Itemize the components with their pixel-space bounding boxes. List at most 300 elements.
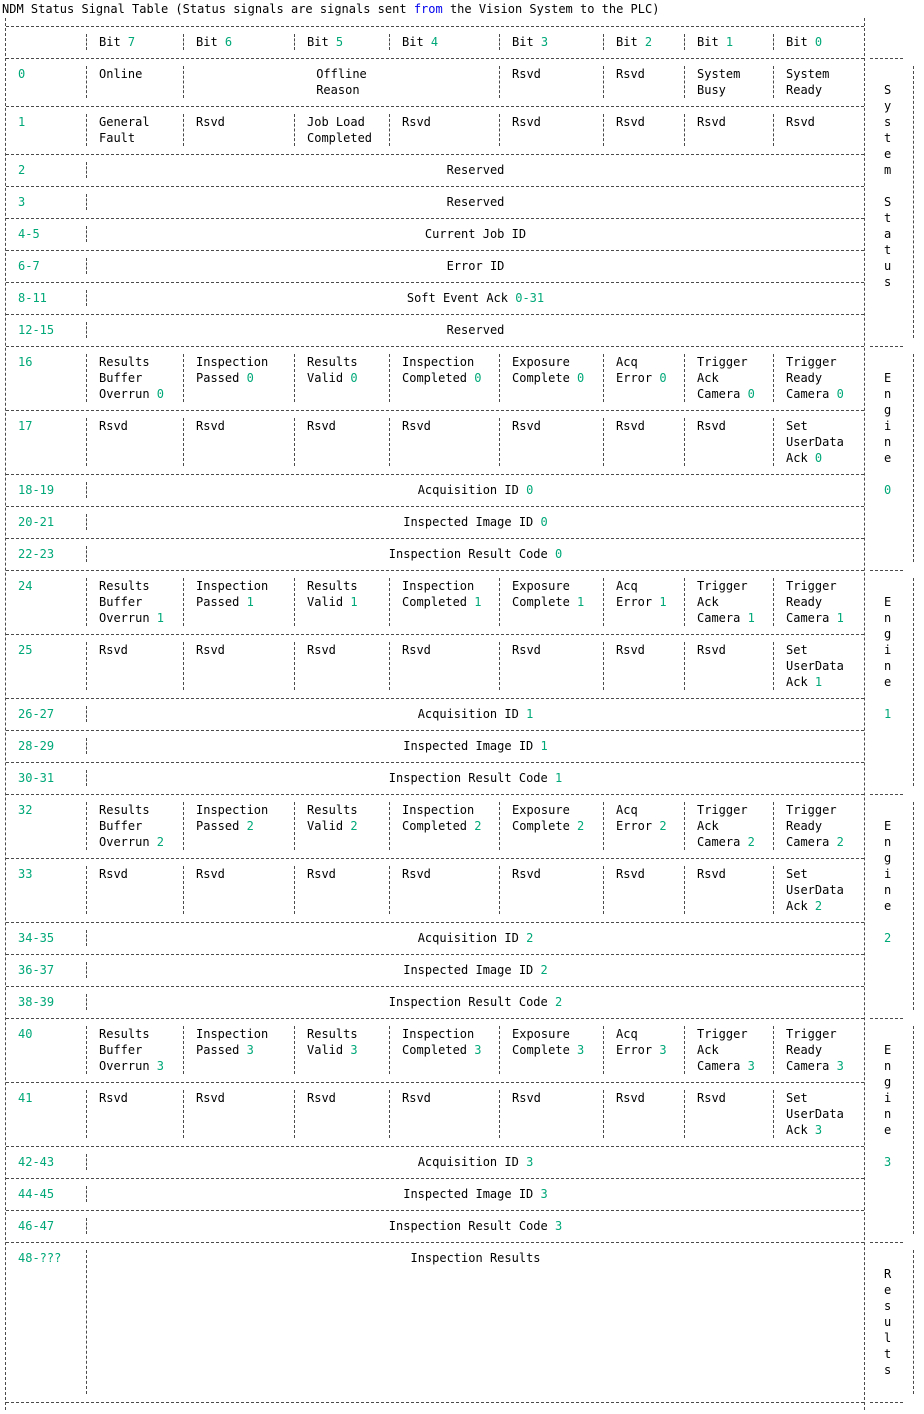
signal-cell: Acquisition ID 3 (86, 1154, 864, 1170)
bit-number: 6 (224, 35, 233, 49)
signal-cell: Rsvd (773, 114, 864, 146)
signal-cell: Job Load Completed (294, 114, 389, 146)
bit-column-header: Bit 6 (183, 34, 294, 50)
signal-cell: General Fault (86, 114, 183, 146)
table-row (6, 1154, 864, 1170)
row-byte-label: 41 (18, 1091, 33, 1105)
table-row (6, 354, 864, 402)
signal-cell: Inspection Result Code 0 (86, 546, 864, 562)
bit-number: 3 (554, 1219, 563, 1233)
group-label-letter: t (884, 243, 892, 257)
row-byte-label: 3 (18, 195, 26, 209)
group-label-letter: n (884, 435, 892, 449)
bit-number: 1 (577, 595, 585, 609)
group-label-letter: i (884, 867, 892, 881)
table-row (6, 546, 864, 562)
signal-cell: Acquisition ID 0 (86, 482, 864, 498)
row-separator (6, 50, 864, 66)
bit-number: 1 (747, 611, 755, 625)
row-byte-label: 40 (18, 1027, 33, 1041)
row-separator (6, 690, 864, 706)
signal-cell: Rsvd (389, 1090, 499, 1138)
table-row (6, 962, 864, 978)
row-separator (6, 18, 864, 34)
row-separator (6, 1010, 864, 1026)
bit-number: 0 (577, 371, 585, 385)
engine-number: 0 (884, 483, 892, 497)
row-separator (6, 914, 864, 930)
table-row (6, 1218, 864, 1234)
group-label-letter: E (884, 819, 892, 833)
signal-cell: Rsvd (389, 418, 499, 466)
table-row (6, 642, 864, 690)
signal-cell: Rsvd (389, 866, 499, 914)
signal-cell: Results Buffer Overrun 0 (86, 354, 183, 402)
row-byte-label: 36-37 (18, 963, 55, 977)
signal-cell: Results Valid 3 (294, 1026, 389, 1074)
row-separator (6, 178, 864, 194)
signal-cell: Acquisition ID 1 (86, 706, 864, 722)
group-label-letter: g (884, 403, 892, 417)
signal-cell: Results Buffer Overrun 1 (86, 578, 183, 626)
bit-number: 3 (747, 1059, 755, 1073)
row-separator (6, 1074, 864, 1090)
row-separator (6, 1234, 864, 1250)
signal-cell: Rsvd (499, 66, 603, 98)
bit-number: 0 (814, 35, 823, 49)
group-label-letters (872, 370, 913, 466)
group-label-letter: i (884, 643, 892, 657)
table-row (6, 322, 864, 338)
group-label-letter: a (884, 227, 892, 241)
table-row (6, 930, 864, 946)
row-separator (6, 946, 864, 962)
row-separator (6, 722, 864, 738)
page-title (0, 1, 924, 18)
table-row (6, 258, 864, 274)
bit-number: 1 (350, 595, 358, 609)
signal-cell: Rsvd (294, 1090, 389, 1138)
row-byte-label: 26-27 (18, 707, 55, 721)
signal-cell: Rsvd (684, 114, 773, 146)
header-row (6, 34, 864, 50)
signal-cell: Trigger Ack Camera 2 (684, 802, 773, 850)
group-label-engine-2 (872, 802, 914, 1010)
row-byte-label: 4-5 (18, 227, 40, 241)
signal-cell: Inspected Image ID 3 (86, 1186, 864, 1202)
signal-cell: Rsvd (603, 66, 684, 98)
signal-cell: Rsvd (86, 642, 183, 690)
table-row (6, 114, 864, 146)
signal-cell: Acq Error 3 (603, 1026, 684, 1074)
signal-cell: Rsvd (499, 114, 603, 146)
row-byte-label: 34-35 (18, 931, 55, 945)
signal-cell: Reserved (86, 162, 864, 178)
group-label-letter: n (884, 1059, 892, 1073)
group-label-letters (872, 818, 913, 914)
bit-number: 7 (127, 35, 136, 49)
signal-cell: Results Valid 2 (294, 802, 389, 850)
signal-cell: Inspection Result Code 3 (86, 1218, 864, 1234)
signal-cell: Rsvd (183, 1090, 294, 1138)
bit-number: 3 (540, 1187, 548, 1201)
bit-number: 0 (747, 387, 755, 401)
bit-number: 0 (156, 387, 165, 401)
group-label-letter: t (884, 131, 892, 145)
title-text-post: the Vision System to the PLC) (442, 2, 660, 16)
bit-number: 1 (526, 707, 534, 721)
table-row (6, 1186, 864, 1202)
signal-cell: Reserved (86, 322, 864, 338)
group-label-letter: m (884, 163, 892, 177)
signal-cell: Inspected Image ID 1 (86, 738, 864, 754)
group-label-letter: g (884, 851, 892, 865)
row-separator (6, 1394, 864, 1410)
signal-cell: Acq Error 0 (603, 354, 684, 402)
row-byte-label: 18-19 (18, 483, 55, 497)
signal-cell: System Busy (684, 66, 773, 98)
row-separator (6, 274, 864, 290)
group-separator (870, 346, 903, 347)
bit-number: 0 (814, 451, 823, 465)
bit-number: 1 (246, 595, 254, 609)
signal-cell: Trigger Ack Camera 3 (684, 1026, 773, 1074)
signal-cell: Rsvd (603, 642, 684, 690)
row-byte-label: 30-31 (18, 771, 55, 785)
row-separator (6, 1138, 864, 1154)
row-separator (6, 562, 864, 578)
signal-cell: Rsvd (294, 866, 389, 914)
group-label-letter: s (884, 115, 892, 129)
signal-cell: Exposure Complete 3 (499, 1026, 603, 1074)
signal-cell: Rsvd (183, 114, 294, 146)
signal-cell: Inspection Result Code 1 (86, 770, 864, 786)
signal-cell: Error ID (86, 258, 864, 274)
group-label-letter: n (884, 659, 892, 673)
row-byte-label: 8-11 (18, 291, 47, 305)
signal-cell: Results Buffer Overrun 3 (86, 1026, 183, 1074)
table-row (6, 514, 864, 530)
bit-column-header: Bit 5 (294, 34, 389, 50)
group-label-letter: E (884, 1043, 892, 1057)
table-row (6, 578, 864, 626)
signal-cell: Results Valid 1 (294, 578, 389, 626)
signal-cell: Exposure Complete 0 (499, 354, 603, 402)
bit-number: 5 (335, 35, 344, 49)
row-byte-label: 33 (18, 867, 33, 881)
row-byte-label: 12-15 (18, 323, 55, 337)
bit-number: 1 (540, 739, 548, 753)
signal-cell: Soft Event Ack 0-31 (86, 290, 864, 306)
bit-number: 3 (577, 1043, 585, 1057)
bit-number: 2 (474, 819, 482, 833)
row-byte-label: 16 (18, 355, 33, 369)
table-row (6, 706, 864, 722)
group-label-letter: t (884, 211, 892, 225)
signal-cell: Rsvd (183, 642, 294, 690)
bit-number: 1 (725, 35, 734, 49)
group-label-letters (872, 82, 913, 290)
group-label-letter: s (884, 1299, 892, 1313)
group-label-results (872, 1250, 914, 1394)
bit-number: 4 (430, 35, 439, 49)
group-label-letter (872, 178, 913, 194)
group-label-letter: n (884, 1107, 892, 1121)
group-label-system-status (872, 66, 914, 338)
row-byte-label: 2 (18, 163, 26, 177)
bit-number: 3 (246, 1043, 254, 1057)
bit-number: 1 (554, 771, 563, 785)
bit-number: 0 (836, 387, 844, 401)
table-row (6, 738, 864, 754)
bit-number: 3 (350, 1043, 358, 1057)
table-row (6, 770, 864, 786)
row-byte-label: 1 (18, 115, 26, 129)
bit-number: 1 (156, 611, 165, 625)
row-byte-label: 0 (18, 67, 26, 81)
bit-column-header: Bit 7 (86, 34, 183, 50)
signal-cell: Inspection Passed 2 (183, 802, 294, 850)
bit-number: 2 (577, 819, 585, 833)
signal-cell: Set UserData Ack 1 (773, 642, 864, 690)
bit-number: 3 (474, 1043, 482, 1057)
bit-number: 0 (526, 483, 534, 497)
signal-cell: System Ready (773, 66, 864, 98)
signal-cell: Rsvd (183, 418, 294, 466)
signal-cell: Results Valid 0 (294, 354, 389, 402)
group-label-letter: n (884, 611, 892, 625)
bit-number: 2 (814, 899, 823, 913)
table-row (6, 418, 864, 466)
group-label-letter: E (884, 371, 892, 385)
row-byte-label: 20-21 (18, 515, 55, 529)
group-label-letter: g (884, 1075, 892, 1089)
row-byte-label: 48-??? (18, 1251, 62, 1265)
group-label-letter: i (884, 1091, 892, 1105)
row-byte-label: 28-29 (18, 739, 55, 753)
row-byte-label: 38-39 (18, 995, 55, 1009)
table-row (6, 1026, 864, 1074)
table-row (6, 194, 864, 210)
group-label-letter: e (884, 675, 892, 689)
bit-column-header: Bit 0 (773, 34, 864, 50)
signal-cell: Inspection Passed 3 (183, 1026, 294, 1074)
signal-cell: Exposure Complete 1 (499, 578, 603, 626)
engine-number: 3 (884, 1155, 892, 1169)
table-row (6, 1250, 864, 1394)
title-text-pre: NDM Status Signal Table (Status signals are signals sent (2, 2, 414, 16)
signal-cell: Inspection Passed 1 (183, 578, 294, 626)
engine-number: 1 (884, 707, 892, 721)
row-separator (6, 306, 864, 322)
row-byte-label: 42-43 (18, 1155, 55, 1169)
group-label-letter: u (884, 1315, 892, 1329)
signal-cell: Set UserData Ack 0 (773, 418, 864, 466)
group-label-letters (872, 594, 913, 690)
bit-number: 2 (156, 835, 165, 849)
signal-cell: Rsvd (389, 114, 499, 146)
signal-cell: Trigger Ready Camera 3 (773, 1026, 864, 1074)
bit-number: 2 (350, 819, 358, 833)
bit-number: 3 (814, 1123, 823, 1137)
table-row (6, 994, 864, 1010)
signal-cell: Rsvd (684, 866, 773, 914)
signal-cell: Rsvd (603, 418, 684, 466)
group-separator (870, 794, 903, 795)
signal-cell: Set UserData Ack 3 (773, 1090, 864, 1138)
bit-number: 2 (747, 835, 755, 849)
status-signal-table (5, 18, 865, 1410)
row-separator (6, 242, 864, 258)
bit-number: 2 (554, 995, 563, 1009)
group-label-letter: S (884, 83, 892, 97)
group-separator (870, 1402, 903, 1403)
group-label-letter: n (884, 387, 892, 401)
signal-cell: Set UserData Ack 2 (773, 866, 864, 914)
signal-cell: Acq Error 1 (603, 578, 684, 626)
table-row (6, 162, 864, 178)
row-byte-label: 22-23 (18, 547, 55, 561)
row-byte-label: 24 (18, 579, 33, 593)
group-separator (870, 58, 903, 59)
bit-number: 0 (474, 371, 482, 385)
signal-cell: Current Job ID (86, 226, 864, 242)
row-byte-label: 25 (18, 643, 33, 657)
group-label-letter: y (884, 99, 892, 113)
signal-cell: Rsvd (499, 642, 603, 690)
table-row (6, 1090, 864, 1138)
bit-number: 3 (526, 1155, 534, 1169)
table-row (6, 482, 864, 498)
signal-cell: Rsvd (603, 866, 684, 914)
table-area (5, 18, 924, 1410)
row-separator (6, 402, 864, 418)
signal-cell: Rsvd (86, 866, 183, 914)
signal-cell: Rsvd (499, 866, 603, 914)
group-label-letter: t (884, 1347, 892, 1361)
signal-cell: Trigger Ready Camera 2 (773, 802, 864, 850)
signal-cell: Trigger Ack Camera 0 (684, 354, 773, 402)
group-label-letters (872, 1266, 913, 1378)
bit-number: 3 (156, 1059, 165, 1073)
table-row (6, 802, 864, 850)
row-byte-label: 17 (18, 419, 33, 433)
signal-cell: Rsvd (389, 642, 499, 690)
bit-number: 2 (836, 835, 844, 849)
group-label-letter: u (884, 259, 892, 273)
group-label-engine-3 (872, 1026, 914, 1234)
table-row (6, 866, 864, 914)
group-label-letter: R (884, 1267, 892, 1281)
bit-number: 0 (554, 547, 563, 561)
signal-cell: Rsvd (183, 866, 294, 914)
row-separator (6, 498, 864, 514)
signal-cell: Rsvd (86, 1090, 183, 1138)
group-label-letters (872, 1042, 913, 1138)
signal-cell: Online (86, 66, 183, 98)
signal-cell: Rsvd (499, 1090, 603, 1138)
row-separator (6, 1170, 864, 1186)
bit-number: 0 (540, 515, 548, 529)
signal-cell: Rsvd (294, 642, 389, 690)
signal-cell: Trigger Ready Camera 0 (773, 354, 864, 402)
group-label-letter: e (884, 899, 892, 913)
bit-number: 3 (836, 1059, 844, 1073)
group-label-letter: e (884, 1283, 892, 1297)
group-label-letter: e (884, 451, 892, 465)
bit-number: 3 (540, 35, 549, 49)
signal-cell: Rsvd (603, 1090, 684, 1138)
row-byte-label: 6-7 (18, 259, 40, 273)
bit-number: 2 (644, 35, 653, 49)
signal-cell: Rsvd (684, 418, 773, 466)
bit-number: 0 (659, 371, 667, 385)
row-byte-label: 32 (18, 803, 33, 817)
bit-number: 0 (350, 371, 358, 385)
row-separator (6, 98, 864, 114)
row-separator (6, 146, 864, 162)
signal-cell: Offline Reason (183, 66, 499, 98)
group-label-letter: l (884, 1331, 892, 1345)
group-label-letter: n (884, 835, 892, 849)
group-separator (870, 570, 903, 571)
row-byte-label: 46-47 (18, 1219, 55, 1233)
group-label-letter: g (884, 627, 892, 641)
bit-column-header: Bit 3 (499, 34, 603, 50)
bit-number: 0-31 (515, 291, 545, 305)
signal-cell: Reserved (86, 194, 864, 210)
signal-cell: Rsvd (684, 642, 773, 690)
group-separator (870, 1018, 903, 1019)
signal-cell: Inspected Image ID 2 (86, 962, 864, 978)
row-separator (6, 466, 864, 482)
signal-cell: Inspection Passed 0 (183, 354, 294, 402)
row-separator (6, 1202, 864, 1218)
group-label-engine-1 (872, 578, 914, 786)
signal-cell: Trigger Ack Camera 1 (684, 578, 773, 626)
signal-cell: Trigger Ready Camera 1 (773, 578, 864, 626)
bit-number: 2 (526, 931, 534, 945)
signal-cell: Inspection Completed 0 (389, 354, 499, 402)
group-label-letter: e (884, 147, 892, 161)
group-label-engine-0 (872, 354, 914, 562)
row-separator (6, 850, 864, 866)
bit-number: 2 (540, 963, 548, 977)
row-separator (6, 786, 864, 802)
group-label-letter: E (884, 595, 892, 609)
signal-cell: Acq Error 2 (603, 802, 684, 850)
signal-cell: Rsvd (294, 418, 389, 466)
bit-number: 1 (474, 595, 482, 609)
bit-column-header: Bit 2 (603, 34, 684, 50)
row-separator (6, 210, 864, 226)
bit-number: 2 (659, 819, 667, 833)
group-label-letter: n (884, 883, 892, 897)
signal-cell: Inspection Completed 2 (389, 802, 499, 850)
row-separator (6, 530, 864, 546)
bit-number: 1 (836, 611, 844, 625)
signal-cell: Rsvd (603, 114, 684, 146)
bit-number: 0 (246, 371, 254, 385)
table-row (6, 226, 864, 242)
signal-cell: Acquisition ID 2 (86, 930, 864, 946)
row-separator (6, 626, 864, 642)
engine-number: 2 (884, 931, 892, 945)
row-byte-label: 44-45 (18, 1187, 55, 1201)
signal-cell: Results Buffer Overrun 2 (86, 802, 183, 850)
row-separator (6, 754, 864, 770)
bit-number: 1 (814, 675, 823, 689)
